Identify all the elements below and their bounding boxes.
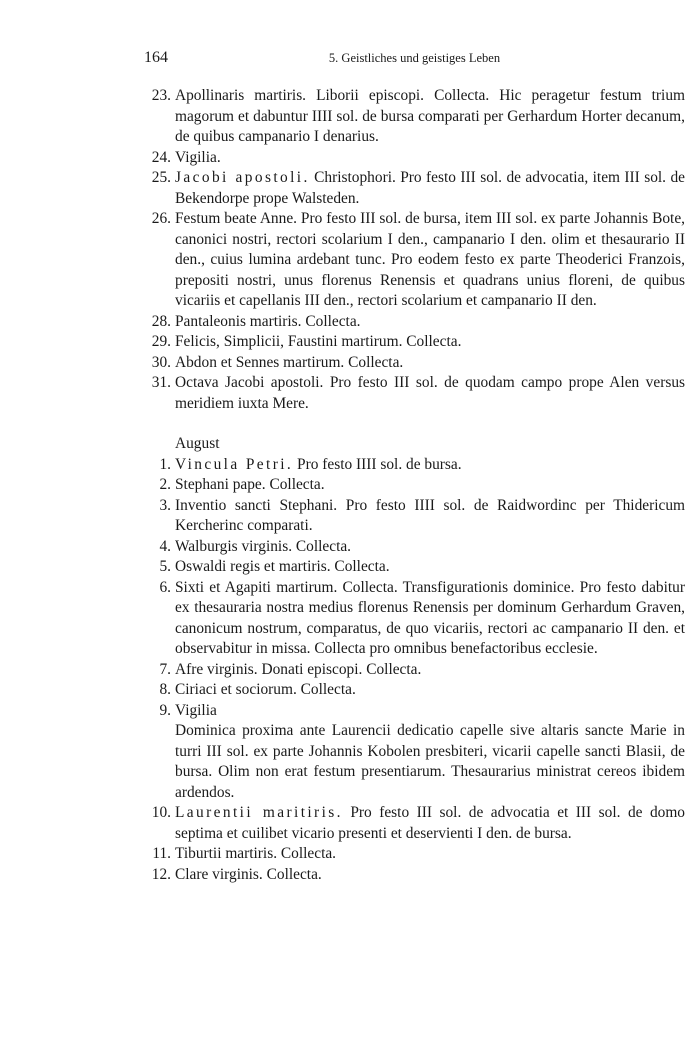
calendar-entry: [144, 373, 685, 414]
entry-text: Christophori. Pro festo III sol. de advocatia, item III sol. de Bekendorpe prope Walsteden.: [175, 169, 685, 207]
entry-number: 3.: [159, 496, 171, 514]
calendar-entry: [144, 312, 685, 333]
entry-number: 2.: [159, 476, 171, 493]
entry-number: 12.: [151, 865, 171, 883]
august-entries-part-1: [144, 455, 685, 722]
entry-text: Vigilia: [175, 701, 217, 719]
entry-text: Afre virginis. Donati episcopi. Collecta.: [175, 660, 422, 678]
calendar-entry: [144, 209, 685, 312]
calendar-entry: [144, 844, 685, 865]
calendar-entry: [144, 332, 685, 353]
entry-number: 1.: [159, 455, 171, 473]
entry-text: Tiburtii martiris. Collecta.: [175, 845, 337, 862]
entry-number: 6.: [159, 578, 171, 596]
calendar-text: [144, 86, 685, 885]
entry-number: 29.: [151, 333, 171, 350]
entry-number: 4.: [159, 537, 171, 555]
entry-text: Sixti et Agapiti martirum. Collecta. Transfigurationis dominice. Pro festo dabitur ex thesauraria nostra medius florenus Renensis per dominum Gerhardum Graven, canonicum nostrum, comparatus, de quo vicariis, rectori ac campanario II den. et observabitur in missa. Collecta pro omnibus benefactoribus ecclesie.: [175, 578, 685, 657]
running-head: 5. Geistliches und geistiges Leben: [328, 51, 501, 65]
calendar-entry: [144, 660, 685, 681]
calendar-entry: [144, 496, 685, 537]
entry-text: Octava Jacobi apostoli. Pro festo III sol. de quodam campo prope Alen versus meridiem iuxta Mere.: [175, 374, 685, 412]
entry-text: Stephani pape. Collecta.: [175, 476, 325, 493]
calendar-entry: [144, 537, 685, 558]
entry-text: Clare virginis. Collecta.: [175, 865, 322, 883]
entry-text: Inventio sancti Stephani. Pro festo IIII sol. de Raidwordinc per Thidericum Kercherinc comparati.: [175, 496, 685, 534]
entry-text: Walburgis virginis. Collecta.: [175, 537, 352, 555]
entry-number: 31.: [151, 374, 171, 391]
dominica-paragraph: Dominica proxima ante Laurencii dedicatio capelle sive altaris sancte Marie in turri III sol. ex parte Johannis Kobolen presbiteri, vicarii capelle sancti Blasii, de bursa. Olim non erat festum presentiarum. Thesaurarius ministrat cereos ibidem ardendos.: [175, 722, 685, 801]
calendar-entry: [144, 701, 685, 722]
entry-text: Vigilia.: [175, 148, 221, 166]
entry-text: Pro festo III sol. de advocatia et III sol. de domo septima et cuilibet vicario presenti et deservienti I den. de bursa.: [175, 804, 686, 842]
entry-number: 25.: [151, 169, 171, 186]
page-number: 164: [144, 49, 168, 66]
entry-number: 30.: [151, 353, 171, 371]
calendar-entry: [144, 353, 685, 374]
july-entries: [144, 86, 685, 414]
entry-text: Pro festo IIII sol. de bursa.: [293, 455, 462, 473]
entry-text: Apollinaris martiris. Liborii episcopi. Collecta. Hic peragetur festum trium magorum et dabuntur IIII sol. de bursa comparati per Gerhardum Horter decanum, de quibus campanario I denarius.: [175, 87, 685, 145]
entry-text: Ciriaci et sociorum. Collecta.: [175, 681, 356, 698]
entry-number: 8.: [159, 681, 171, 698]
entry-text: Festum beate Anne. Pro festo III sol. de bursa, item III sol. ex parte Johannis Bote, canonici nostri, rectori scolarium I den., campanario I den. olim et thesaurario II den., cuius lumina ardebant tunc. Pro eodem festo ex parte Theoderici Franzois, prepositi nostri, unus florenus Renensis et quadrans unius floreni, de quibus vicariis et capellanis III den., rectori scolarium et campanario II den.: [175, 210, 685, 309]
calendar-entry: [144, 148, 685, 169]
calendar-entry: [144, 475, 685, 496]
entry-number: 10.: [151, 804, 171, 821]
book-page: [144, 47, 685, 885]
calendar-entry: [144, 557, 685, 578]
page-header: [144, 47, 685, 67]
calendar-entry: [144, 680, 685, 701]
feast-name-spaced: Jacobi apostoli.: [175, 169, 310, 186]
calendar-entry: [144, 803, 685, 844]
entry-text: Oswaldi regis et martiris. Collecta.: [175, 558, 390, 575]
entry-number: 11.: [152, 845, 171, 862]
calendar-entry: [144, 86, 685, 148]
entry-number: 24.: [151, 148, 171, 166]
entry-number: 5.: [159, 558, 171, 575]
entry-text: Felicis, Simplicii, Faustini martirum. Collecta.: [175, 333, 462, 350]
entry-number: 7.: [159, 660, 171, 678]
calendar-entry: [144, 455, 685, 476]
entry-number: 23.: [151, 87, 171, 104]
calendar-entry: [144, 578, 685, 660]
august-entries-part-2: [144, 803, 685, 885]
entry-text: Abdon et Sennes martirum. Collecta.: [175, 353, 404, 371]
calendar-entry: [144, 168, 685, 209]
entry-number: 28.: [151, 312, 171, 330]
entry-number: 9.: [159, 701, 171, 719]
entry-number: 26.: [151, 210, 171, 227]
month-heading-august: August: [175, 435, 220, 452]
feast-name-spaced: Laurentii maritiris.: [175, 804, 343, 821]
calendar-entry: [144, 865, 685, 886]
entry-text: Pantaleonis martiris. Collecta.: [175, 312, 361, 330]
feast-name-spaced: Vincula Petri.: [175, 455, 294, 473]
